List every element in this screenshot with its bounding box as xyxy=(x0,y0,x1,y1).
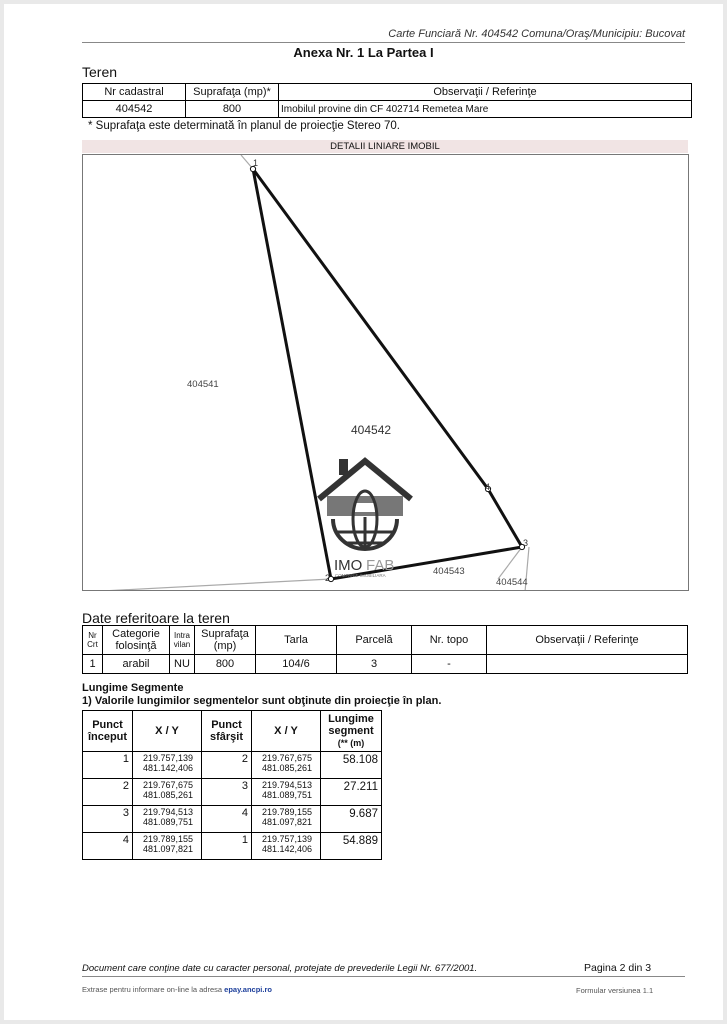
segment-table xyxy=(82,710,382,860)
teren-col-cadastral: Nr cadastral xyxy=(83,84,186,101)
footer-extras-text: Extrase pentru informare on-line la adresa xyxy=(82,985,223,994)
teren-table xyxy=(82,83,692,118)
footer-extras xyxy=(82,985,272,994)
date-ref-observatii xyxy=(487,655,688,674)
segment-heading: Lungime Segmente xyxy=(82,682,184,694)
footer-divider xyxy=(82,976,685,977)
date-ref-heading: Date referitoare la teren xyxy=(82,610,230,626)
segment-end: 1 xyxy=(202,833,252,860)
date-ref-intravilan: NU xyxy=(170,655,195,674)
teren-nr-cadastral: 404542 xyxy=(83,101,186,118)
footer-doc-note: Document care conţine date cu caracter personal, protejate de prevederile Legii Nr. 677/2001. xyxy=(82,963,478,974)
watermark-roof-icon xyxy=(319,461,411,499)
segment-end: 4 xyxy=(202,806,252,833)
segment-start: 4 xyxy=(83,833,133,860)
segment-xy-end: 219.757,139 481.142,406 xyxy=(252,833,321,860)
watermark-subtitle: COMPANIE IMOBILIARA xyxy=(335,573,386,578)
segment-xy-end: 219.794,513 481.089,751 xyxy=(252,779,321,806)
epay-link[interactable]: epay.ancpi.ro xyxy=(224,985,272,994)
segment-length: 54.889 xyxy=(321,833,382,860)
cf-header: Carte Funciară Nr. 404542 Comuna/Oraş/Municipiu: Bucovat xyxy=(388,28,685,40)
watermark-window-icon xyxy=(355,503,375,512)
parcel-polygon xyxy=(253,169,522,579)
segment-row xyxy=(83,752,382,779)
parcel-map-svg xyxy=(83,155,688,590)
segment-xy-end: 219.789,155 481.097,821 xyxy=(252,806,321,833)
date-ref-parcela: 3 xyxy=(337,655,412,674)
vertex-label-4: 4 xyxy=(485,482,491,492)
watermark-name-left: IMO xyxy=(334,557,363,574)
segment-col-length: Lungime segment (** (m) xyxy=(321,711,382,752)
date-ref-suprafata: 800 xyxy=(195,655,256,674)
teren-suprafata: 800 xyxy=(186,101,279,118)
segment-length: 58.108 xyxy=(321,752,382,779)
vertex-label-2: 2 xyxy=(325,573,331,583)
segment-xy-start: 219.794,513 481.089,751 xyxy=(133,806,202,833)
date-ref-col-nrcrt: Nr Crt xyxy=(83,626,103,655)
teren-heading: Teren xyxy=(82,64,118,80)
segment-start: 1 xyxy=(83,752,133,779)
neighbor-boundary-south xyxy=(83,579,331,590)
segment-length: 9.687 xyxy=(321,806,382,833)
document-page xyxy=(4,4,723,1020)
segment-row xyxy=(83,806,382,833)
segment-xy-end: 219.767,675 481.085,261 xyxy=(252,752,321,779)
segment-row xyxy=(83,833,382,860)
segment-note: 1) Valorile lungimilor segmentelor sunt obţinute din proiecţie în plan. xyxy=(82,695,442,707)
segment-length: 27.211 xyxy=(321,779,382,806)
parcel-label: 404542 xyxy=(351,423,392,437)
date-ref-col-categorie: Categorie folosinţă xyxy=(103,626,170,655)
neighbor-label-south: 404543 xyxy=(433,566,465,577)
date-ref-nrtopo: - xyxy=(412,655,487,674)
segment-headings xyxy=(82,682,441,708)
segment-col-end: Punct sfârşit xyxy=(202,711,252,752)
date-ref-col-intravilan: Intra vilan xyxy=(170,626,195,655)
segment-start: 3 xyxy=(83,806,133,833)
date-ref-col-parcela: Parcelă xyxy=(337,626,412,655)
vertex-label-3: 3 xyxy=(523,538,529,548)
segment-col-xy-end: X / Y xyxy=(252,711,321,752)
segment-row xyxy=(83,779,382,806)
segment-end: 2 xyxy=(202,752,252,779)
watermark-name-right: FAB xyxy=(366,557,395,574)
parcel-map xyxy=(82,154,689,591)
projection-note: * Suprafaţa este determinată în planul de proiecţie Stereo 70. xyxy=(88,120,400,132)
page-number: Pagina 2 din 3 xyxy=(584,962,652,974)
neighbor-label-west: 404541 xyxy=(187,379,219,390)
form-version: Formular versiunea 1.1 xyxy=(576,986,654,995)
segment-xy-start: 219.767,675 481.085,261 xyxy=(133,779,202,806)
segment-end: 3 xyxy=(202,779,252,806)
date-ref-col-tarla: Tarla xyxy=(256,626,337,655)
date-ref-tarla: 104/6 xyxy=(256,655,337,674)
date-ref-categorie: arabil xyxy=(103,655,170,674)
teren-col-suprafata: Suprafaţa (mp)* xyxy=(186,84,279,101)
vertex-label-1: 1 xyxy=(253,158,259,168)
segment-col-start: Punct început xyxy=(83,711,133,752)
teren-col-observatii: Observaţii / Referinţe xyxy=(279,84,692,101)
date-ref-table xyxy=(82,625,688,674)
page-title: Anexa Nr. 1 La Partea I xyxy=(293,45,434,60)
date-ref-col-observatii: Observaţii / Referinţe xyxy=(487,626,688,655)
segment-col-xy-start: X / Y xyxy=(133,711,202,752)
segment-xy-start: 219.757,139 481.142,406 xyxy=(133,752,202,779)
segment-xy-start: 219.789,155 481.097,821 xyxy=(133,833,202,860)
neighbor-label-southeast: 404544 xyxy=(496,577,528,588)
teren-observatii: Imobilul provine din CF 402714 Remetea Mare xyxy=(279,101,692,118)
date-ref-nrcrt: 1 xyxy=(83,655,103,674)
watermark-chimney-icon xyxy=(339,459,348,475)
date-ref-col-suprafata: Suprafaţa (mp) xyxy=(195,626,256,655)
segment-start: 2 xyxy=(83,779,133,806)
map-header: DETALII LINIARE IMOBIL xyxy=(82,140,688,153)
date-ref-col-nrtopo: Nr. topo xyxy=(412,626,487,655)
header-divider xyxy=(82,42,685,43)
imofab-watermark xyxy=(319,459,411,578)
